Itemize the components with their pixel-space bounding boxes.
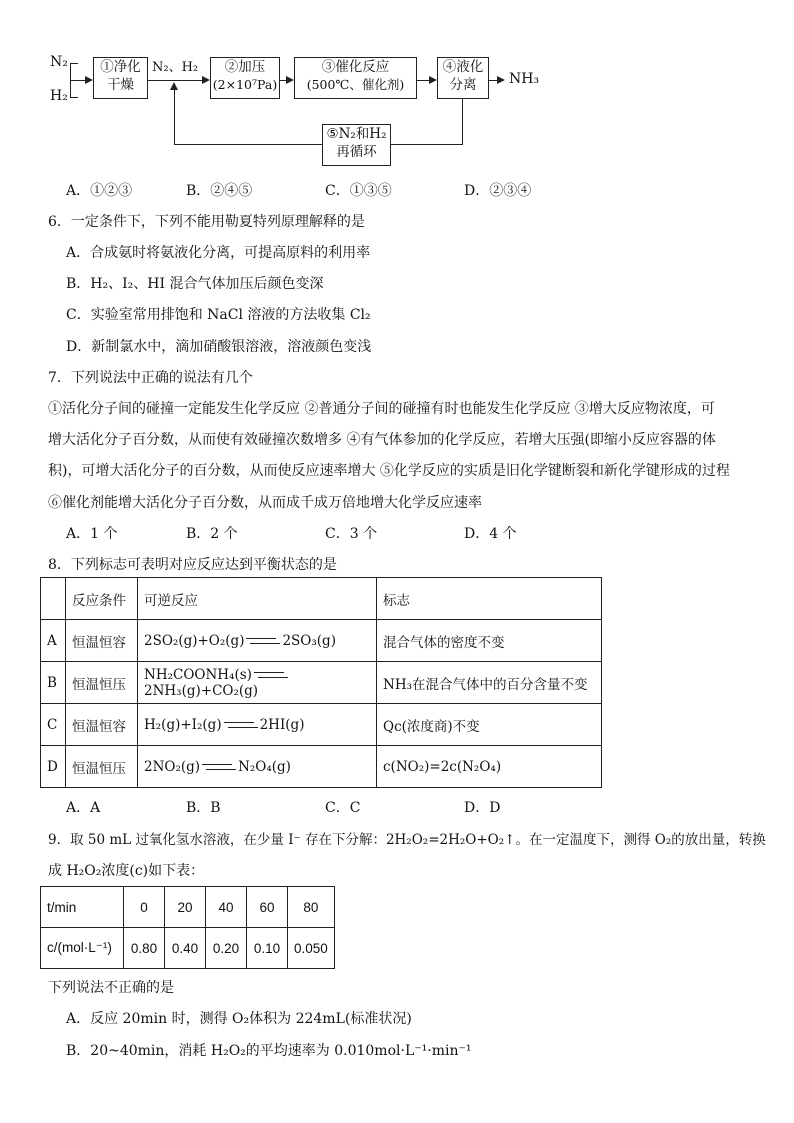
table-row: [41, 887, 335, 928]
q9-after-table: 下列说法不正确的是: [48, 980, 174, 996]
q7-option-d: D．4 个: [464, 526, 517, 542]
q8-option-c: C．C: [325, 800, 361, 816]
reaction-left: 2SO₂(g)+O₂(g): [144, 632, 245, 649]
q7-line-3: 积)，可增大活化分子的百分数，从而使反应速率增大 ⑤化学反应的实质是旧化学键断裂和新化学键形成的过程: [48, 463, 730, 479]
q8-table: [40, 577, 602, 788]
table-cell: 0.050: [288, 928, 335, 969]
table-cell: 0.20: [206, 928, 247, 969]
row-label: D: [41, 746, 66, 788]
q8-option-d: D．D: [464, 800, 501, 816]
row-condition: 恒温恒容: [66, 620, 138, 662]
q6-stem: 6．一定条件下，下列不能用勒夏特列原理解释的是: [48, 214, 365, 230]
table-header-cell: 反应条件: [66, 578, 138, 620]
row-reaction: [138, 704, 377, 746]
q9-stem-line-1: 9．取 50 mL 过氧化氢水溶液，在少量 I⁻ 存在下分解：2H₂O₂=2H₂O+O₂↑。在一定温度下，测得 O₂的放出量，转换: [48, 832, 766, 848]
q9-stem-line-2: 成 H₂O₂浓度(c)如下表：: [48, 863, 205, 879]
table-cell: 20: [165, 887, 206, 928]
table-row: [41, 662, 602, 704]
equilibrium-arrow-icon: [224, 720, 258, 730]
flow-box-liquefy: ④液化 分离: [437, 57, 489, 99]
table-header-row: [41, 578, 602, 620]
table-row: [41, 746, 602, 788]
table-cell: 0.10: [247, 928, 288, 969]
flow-mid-label: N₂、H₂: [152, 60, 199, 75]
q8-option-a: A．A: [66, 800, 101, 816]
flow-box-recycle: ⑤N₂和H₂ 再循环: [322, 124, 391, 166]
reaction-right: N₂O₄(g): [238, 758, 291, 775]
q6-option-b: B．H₂、I₂、HI 混合气体加压后颜色变深: [66, 276, 324, 292]
flow-box-purify: ①净化 干燥: [93, 57, 148, 99]
q7-stem: 7．下列说法中正确的说法有几个: [48, 370, 253, 386]
flow-input-h2: H₂: [50, 88, 68, 104]
q8-option-b: B．B: [186, 800, 221, 816]
table-cell: t/min: [41, 887, 124, 928]
table-header-cell: [41, 578, 66, 620]
reaction-left: NH₂COONH₄(s): [144, 666, 252, 683]
row-sign: 混合气体的密度不变: [377, 620, 602, 662]
row-label: C: [41, 704, 66, 746]
q5-option-a: A．①②③: [66, 183, 133, 199]
table-cell: c/(mol·L⁻¹): [41, 928, 124, 969]
row-sign: NH₃在混合气体中的百分含量不变: [377, 662, 602, 704]
table-cell: 40: [206, 887, 247, 928]
flow-output: NH₃: [509, 71, 540, 87]
reaction-left: 2NO₂(g): [144, 758, 201, 775]
table-header-cell: 可逆反应: [138, 578, 377, 620]
row-reaction: [138, 662, 377, 704]
q7-line-1: ①活化分子间的碰撞一定能发生化学反应 ②普通分子间的碰撞有时也能发生化学反应 ③增大反应物浓度，可: [48, 401, 715, 417]
table-row: [41, 928, 335, 969]
q5-option-c: C．①③⑤: [325, 183, 392, 199]
q7-option-b: B．2 个: [186, 526, 238, 542]
q7-line-2: 增大活化分子百分数，从而使有效碰撞次数增多 ④有气体参加的化学反应，若增大压强(即缩小反应容器的体: [48, 432, 716, 448]
q5-option-d: D．②③④: [464, 183, 532, 199]
row-sign: c(NO₂)=2c(N₂O₄): [377, 746, 602, 788]
equilibrium-arrow-icon: [254, 670, 288, 680]
q7-option-c: C．3 个: [325, 526, 378, 542]
row-reaction: [138, 620, 377, 662]
table-row: [41, 620, 602, 662]
flow-box-pressurize: ②加压 (2×10⁷Pa): [210, 57, 280, 99]
table-cell: 0.40: [165, 928, 206, 969]
q6-option-c: C．实验室常用排饱和 NaCl 溶液的方法收集 Cl₂: [66, 307, 371, 323]
table-row: [41, 704, 602, 746]
reaction-right: 2HI(g): [259, 716, 305, 733]
flow-input-n2: N₂: [50, 54, 68, 70]
row-sign: Qc(浓度商)不变: [377, 704, 602, 746]
table-cell: 0: [124, 887, 165, 928]
reaction-right: 2SO₃(g): [282, 632, 336, 649]
row-reaction: [138, 746, 377, 788]
q9-option-a: A．反应 20min 时，测得 O₂体积为 224mL(标准状况): [66, 1011, 412, 1027]
reaction-right: 2NH₃(g)+CO₂(g): [144, 682, 259, 699]
q7-option-a: A．1 个: [66, 526, 118, 542]
q6-option-d: D．新制氯水中，滴加硝酸银溶液，溶液颜色变浅: [66, 339, 372, 355]
q8-stem: 8．下列标志可表明对应反应达到平衡状态的是: [48, 557, 337, 573]
equilibrium-arrow-icon: [246, 636, 280, 646]
q9-option-b: B．20~40min，消耗 H₂O₂的平均速率为 0.010mol·L⁻¹·min⁻¹: [66, 1043, 472, 1059]
equilibrium-arrow-icon: [202, 762, 236, 772]
row-label: B: [41, 662, 66, 704]
q6-option-a: A．合成氨时将氨液化分离，可提高原料的利用率: [66, 245, 371, 261]
table-cell: 0.80: [124, 928, 165, 969]
q9-table: [40, 886, 335, 969]
reaction-left: H₂(g)+I₂(g): [144, 716, 222, 733]
row-condition: 恒温恒压: [66, 746, 138, 788]
row-condition: 恒温恒容: [66, 704, 138, 746]
table-cell: 80: [288, 887, 335, 928]
q7-line-4: ⑥催化剂能增大活化分子百分数，从而成千成万倍地增大化学反应速率: [48, 495, 482, 511]
q5-option-b: B．②④⑤: [186, 183, 253, 199]
row-condition: 恒温恒压: [66, 662, 138, 704]
table-cell: 60: [247, 887, 288, 928]
flow-box-catalysis: ③催化反应 (500℃、催化剂): [294, 57, 417, 99]
table-header-cell: 标志: [377, 578, 602, 620]
row-label: A: [41, 620, 66, 662]
